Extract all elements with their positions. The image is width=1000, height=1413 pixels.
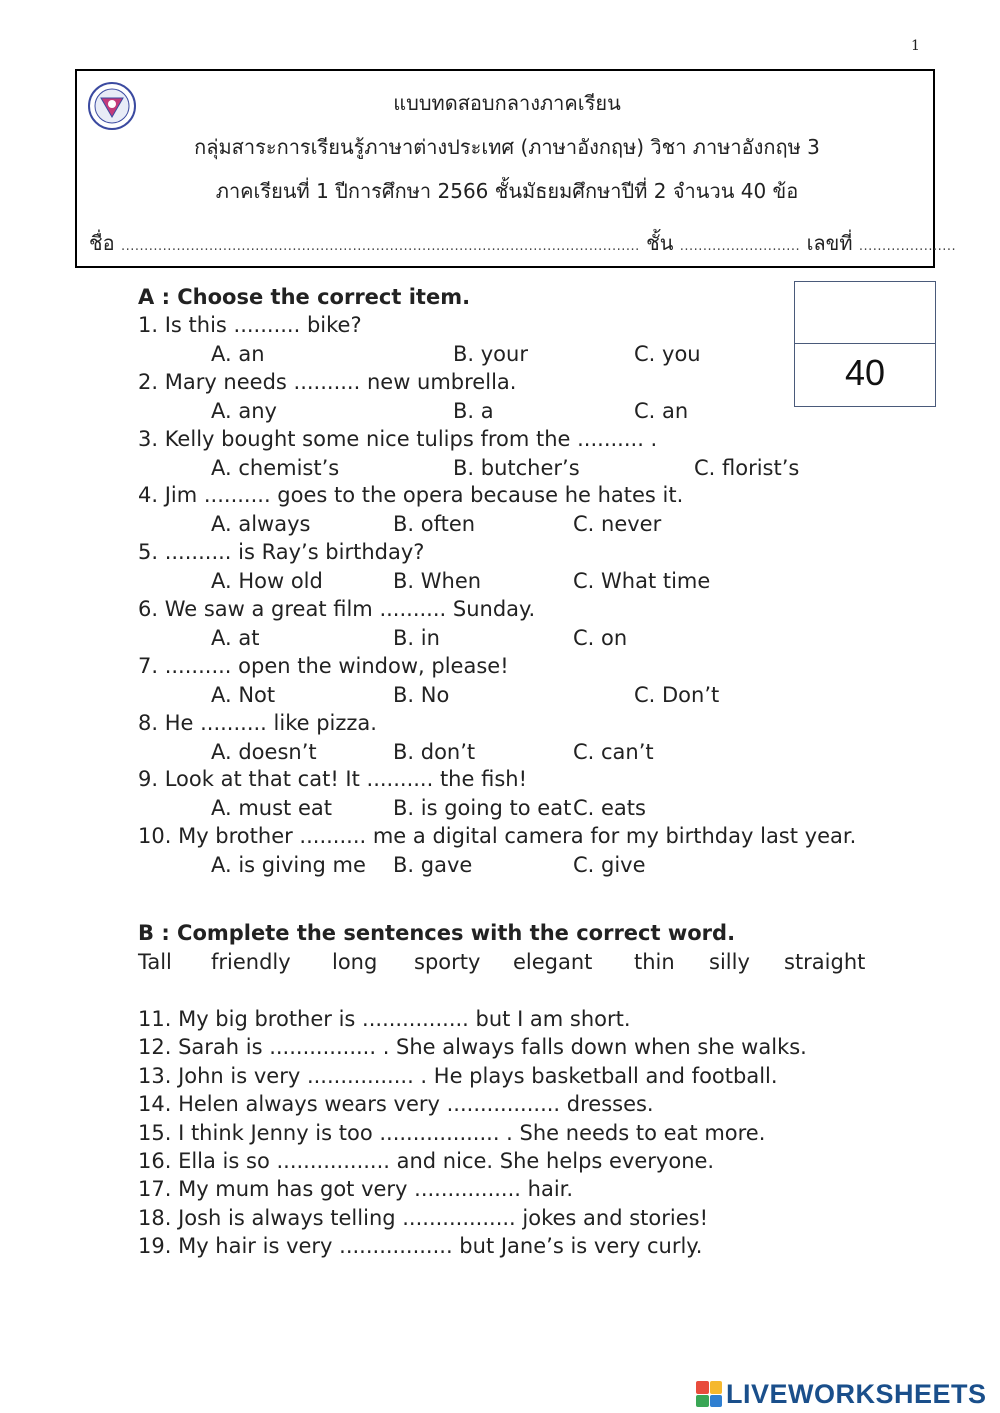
question-1-option-b[interactable]: B. your <box>453 342 528 366</box>
question-9-option-a[interactable]: A. must eat <box>211 796 332 821</box>
section-a-title: A : Choose the correct item. <box>138 285 471 309</box>
question-10-option-b[interactable]: B. gave <box>393 853 473 878</box>
word-bank-item: elegant <box>513 950 593 974</box>
question-8: 8. He .......... like pizza. <box>138 710 377 735</box>
question-10-option-c[interactable]: C. give <box>573 853 646 878</box>
question-7: 7. .......... open the window, please! <box>138 653 509 678</box>
question-6-option-a[interactable]: A. at <box>211 626 260 650</box>
term-line: ภาคเรียนที่ 1 ปีการศึกษา 2566 ชั้นมัธยมศึกษาปีที่ 2 จำนวน 40 ข้อ <box>215 179 799 203</box>
sentence-14[interactable]: 14. Helen always wears very ................. dresses. <box>138 1092 654 1117</box>
exam-header <box>75 69 957 268</box>
name-field[interactable]: ................................................................................................................ <box>120 239 640 254</box>
question-4-option-a[interactable]: A. always <box>211 512 311 537</box>
question-6: 6. We saw a great film .......... Sunday. <box>138 597 536 621</box>
question-10-option-a[interactable]: A. is giving me <box>211 853 366 878</box>
score-total: 40 <box>844 352 886 393</box>
word-bank-item: straight <box>784 950 866 974</box>
class-field[interactable]: .......................... <box>679 239 801 254</box>
question-5: 5. .......... is Ray’s birthday? <box>138 540 425 565</box>
number-field[interactable]: ..................... <box>858 239 957 254</box>
question-7-option-b[interactable]: B. No <box>393 682 450 707</box>
question-3: 3. Kelly bought some nice tulips from the .......... . <box>138 426 658 451</box>
sentence-19[interactable]: 19. My hair is very ................. but Jane’s is very curly. <box>138 1234 703 1259</box>
question-5-option-a[interactable]: A. How old <box>211 569 323 594</box>
question-8-option-c[interactable]: C. can’t <box>573 739 654 764</box>
liveworksheets-icon <box>696 1381 722 1407</box>
question-2-option-a[interactable]: A. any <box>211 398 277 423</box>
question-7-option-c[interactable]: C. Don’t <box>634 682 720 707</box>
name-label: ชื่อ <box>89 231 115 255</box>
subject-line: กลุ่มสาระการเรียนรู้ภาษาต่างประเทศ (ภาษาอังกฤษ) วิชา ภาษาอังกฤษ 3 <box>194 135 820 159</box>
question-1-option-c[interactable]: C. you <box>634 342 701 366</box>
question-8-option-b[interactable]: B. don’t <box>393 739 476 764</box>
question-5-option-b[interactable]: B. When <box>393 569 482 594</box>
section-b-title: B : Complete the sentences with the correct word. <box>138 921 736 945</box>
liveworksheets-logo <box>696 1380 987 1408</box>
question-5-option-c[interactable]: C. What time <box>573 569 711 594</box>
question-7-option-a[interactable]: A. Not <box>211 682 276 707</box>
student-info-row <box>89 227 956 259</box>
number-label: เลขที่ <box>806 231 853 255</box>
question-1-option-a[interactable]: A. an <box>211 342 265 366</box>
question-4: 4. Jim .......... goes to the opera because he hates it. <box>138 483 684 508</box>
question-2-option-b[interactable]: B. a <box>453 398 494 423</box>
question-6-option-b[interactable]: B. in <box>393 626 440 650</box>
sentence-18[interactable]: 18. Josh is always telling ................. jokes and stories! <box>138 1205 708 1230</box>
exam-title: แบบทดสอบกลางภาคเรียน <box>393 91 621 115</box>
question-4-option-c[interactable]: C. never <box>573 512 662 537</box>
sentence-13[interactable]: 13. John is very ................ . He plays basketball and football. <box>138 1063 778 1088</box>
question-9: 9. Look at that cat! It .......... the fish! <box>138 767 527 792</box>
question-6-option-c[interactable]: C. on <box>573 626 628 650</box>
word-bank-item: thin <box>634 950 675 974</box>
word-bank-item: sporty <box>414 950 481 974</box>
liveworksheets-brand: LIVEWORKSHEETS <box>726 1378 987 1409</box>
sentence-11[interactable]: 11. My big brother is ................ but I am short. <box>138 1007 631 1031</box>
word-bank-item: long <box>332 950 378 974</box>
page-number: 1 <box>911 38 920 54</box>
question-2: 2. Mary needs .......... new umbrella. <box>138 369 517 394</box>
word-bank-item: friendly <box>211 950 291 974</box>
score-box <box>794 281 936 407</box>
word-bank-item: silly <box>709 950 750 974</box>
class-label: ชั้น <box>646 231 674 255</box>
question-10: 10. My brother .......... me a digital camera for my birthday last year. <box>138 824 857 849</box>
sentence-15[interactable]: 15. I think Jenny is too .................. . She needs to eat more. <box>138 1120 766 1145</box>
word-bank-item: Tall <box>138 950 172 974</box>
sentence-16[interactable]: 16. Ella is so ................. and nice. She helps everyone. <box>138 1149 715 1173</box>
question-4-option-b[interactable]: B. often <box>393 512 476 537</box>
question-8-option-a[interactable]: A. doesn’t <box>211 739 317 764</box>
sentence-12[interactable]: 12. Sarah is ................ . She always falls down when she walks. <box>138 1035 807 1060</box>
question-3-option-a[interactable]: A. chemist’s <box>211 455 340 480</box>
question-3-option-b[interactable]: B. butcher’s <box>453 455 580 480</box>
question-2-option-c[interactable]: C. an <box>634 398 689 423</box>
question-3-option-c[interactable]: C. florist’s <box>694 455 800 480</box>
sentence-17[interactable]: 17. My mum has got very ................ hair. <box>138 1177 574 1202</box>
score-divider <box>795 343 935 344</box>
question-9-option-b[interactable]: B. is going to eat <box>393 796 572 821</box>
question-1: 1. Is this .......... bike? <box>138 313 362 337</box>
question-9-option-c[interactable]: C. eats <box>573 796 646 821</box>
